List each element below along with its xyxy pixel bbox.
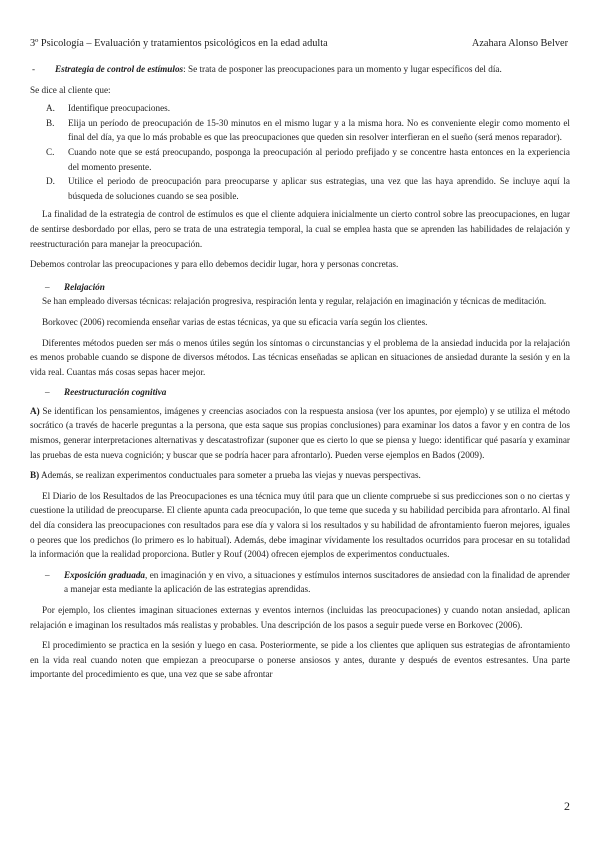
steps-list [30, 101, 570, 203]
point-b-label: B) [30, 470, 40, 481]
list-item-text: Elija un período de preocupación de 15-30 minutos en el mismo lugar y a la misma hora. No es conveniente elegir como momento el final del día, ya que lo más probable es que las preocupaciones que queden sin resolver interfieran en el sueño (será menos reparador). [68, 117, 570, 143]
bullet-dash: - [32, 64, 36, 74]
intro-line: Se dice al cliente que: [30, 84, 111, 95]
stimulus-control-text: : Se trata de posponer las preocupaciones para un momento y lugar específicos del día. [183, 64, 502, 74]
diary-paragraph: El Diario de los Resultados de las Preocupaciones es una técnica muy útil para que un cliente compruebe si sus predicciones son o no ciertas y cuestione la utilidad de preocuparse. El cliente apunta cada preocupación, lo que teme que suceda y su habilidad percibida para afrontarlo. Al final del día considera las preocupaciones con resultados para ese día y valora si los resultados y su habilidad de afrontamiento fueron mejores, iguales o peores que los predichos (lo primero es lo habitual). Además, debe imaginar vívidamente los resultados ocurridos para procesar en su totalidad la información que la realidad proporciona. Butler y Rouf (2004) ofrecen ejemplos de experimentos conductuales. [30, 490, 570, 560]
header-author: Azahara Alonso Belver [471, 38, 568, 49]
page-number: 2 [564, 799, 570, 813]
restructuring-point-b [30, 468, 570, 483]
restructuring-title: Reestructuración cognitiva [64, 387, 167, 398]
relaxation-paragraph-3: Diferentes métodos pueden ser más o menos útiles según los síntomas o circunstancias y el problema de la ansiedad inducida por la relajación es menos probable cuando se dispone de diversos métodos. Las técnicas enseñadas se aplican en situaciones de ansiedad durante la sesión y en la vida real. Cuantas más cosas sepas hacer mejor. [30, 337, 570, 377]
paragraph-control: Debemos controlar las preocupaciones y para ello debemos decidir lugar, hora y personas concretas. [30, 259, 399, 270]
stimulus-control-title: Estrategia de control de estímulos [55, 64, 184, 74]
document-body [30, 62, 570, 682]
list-marker: C. [46, 146, 55, 157]
list-item [30, 116, 570, 145]
relaxation-paragraph-1: Se han empleado diversas técnicas: relajación progresiva, respiración lenta y regular, relajación en imaginación y técnicas de meditación. [42, 296, 547, 307]
point-b-text: Además, se realizan experimentos conductuales para someter a prueba las viejas y nuevas perspectivas. [39, 470, 421, 481]
point-a-label: A) [30, 405, 40, 416]
list-item-text: Cuando note que se está preocupando, posponga la preocupación al periodo prefijado y se concentre hasta entonces en la experiencia del momento presente. [68, 146, 570, 172]
exposure-paragraph-1: Por ejemplo, los clientes imaginan situaciones externas y eventos internos (incluidas las preocupaciones) y cuando notan ansiedad, aplican relajación e imaginan los resultados más realistas y probables. Una descripción de los pasos a seguir puede verse en Borkovec (2006). [30, 605, 570, 630]
list-item [30, 174, 570, 203]
bullet-exposure [30, 568, 570, 597]
exposure-text: , en imaginación y en vivo, a situaciones y estímulos internos suscitadores de ansiedad con la finalidad de aprender a manejar esta mediante la aplicación de las estrategias aprendidas. [64, 569, 570, 595]
page-header [30, 37, 568, 51]
list-marker: B. [46, 117, 55, 128]
exposure-paragraph-2: El procedimiento se practica en la sesión y luego en casa. Posteriormente, se pide a los clientes que apliquen sus estrategias de afrontamiento en la vida real cuando noten que empiezan a preocuparse o ponerse ansiosos y antes, durante y después de eventos estresantes. Una parte importante del procedimiento es que, una vez que se sabe afrontar [30, 640, 570, 680]
point-a-text: Se identifican los pensamientos, imágenes y creencias asociados con la respuesta ansiosa (ver los apuntes, por ejemplo) y se utiliza el método socrático (a través de hacerle preguntas a la persona, que esta saque sus propias conclusiones) para examinar los datos a favor y en contra de los mismos, generar interpretaciones alternativas y descatastrofizar (suponer que es cierto lo que se piensa y luego: identificar qué pasaría y examinar las pruebas de esta nueva cognición; y buscar que se podría hacer para afrontarlo). Pueden verse ejemplos en Bados (2009). [30, 405, 570, 460]
bullet-dash: – [45, 569, 50, 580]
bullet-stimulus-control [30, 62, 570, 77]
list-item [30, 145, 570, 174]
restructuring-point-a [30, 404, 570, 462]
exposure-title: Exposición graduada [64, 569, 146, 580]
list-item-text: Identifique preocupaciones. [68, 103, 171, 114]
list-item-text: Utilice el periodo de preocupación para preocuparse y aplicar sus estrategias, una vez que las haya aprendido. Se incluye aquí la búsqueda de soluciones cuando se sea posible. [68, 176, 570, 201]
paragraph-finalidad: La finalidad de la estrategia de control de estímulos es que el cliente adquiera inicialmente un cierto control sobre las preocupaciones, en lugar de sentirse desbordado por ellas, pero se trata de una estrategia temporal, la cual se emplea hasta que se aprenden las habilidades de relajación y reestructuración para manejar la preocupación. [30, 209, 570, 249]
heading-relaxation [30, 280, 570, 295]
list-marker: D. [46, 176, 55, 187]
relaxation-title: Relajación [64, 281, 105, 292]
relaxation-paragraph-2: Borkovec (2006) recomienda enseñar varias de estas técnicas, ya que su eficacia varía según los clientes. [42, 316, 428, 327]
bullet-dash: – [45, 281, 50, 292]
heading-restructuring [30, 385, 570, 400]
bullet-dash: – [45, 387, 50, 398]
header-course-title: 3º Psicología – Evaluación y tratamientos psicológicos en la edad adulta [30, 38, 328, 49]
list-marker: A. [46, 103, 55, 114]
list-item [30, 101, 570, 116]
